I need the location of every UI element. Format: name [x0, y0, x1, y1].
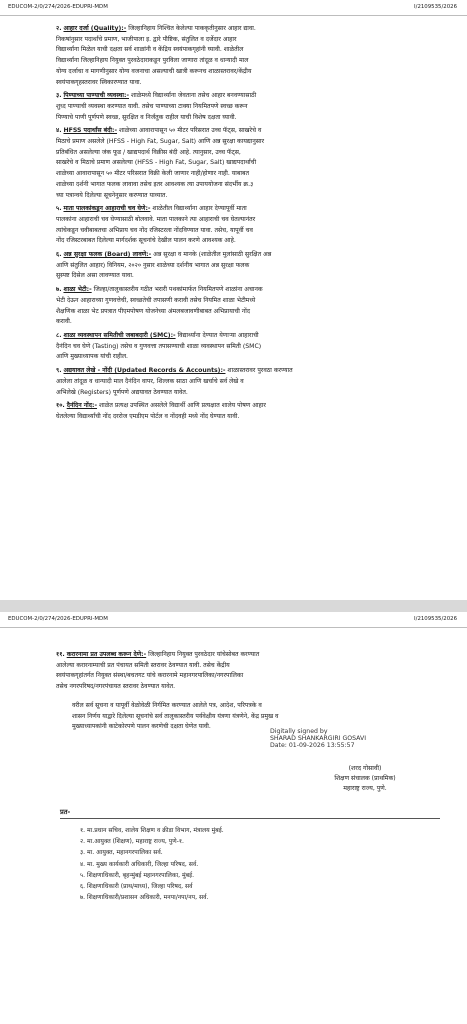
- signatory-office: महाराष्ट्र राज्य, पुणे.: [343, 785, 387, 792]
- instruction-item-5: [56, 204, 445, 247]
- digital-signature-line: Digitally signed by: [270, 728, 328, 735]
- instruction-item-10: [56, 401, 445, 422]
- item-heading: करारनामा प्रत उपलब्ध करून देणे:-: [66, 651, 147, 658]
- item-heading: शाळा व्यवस्थापन समितीची जबाबदारी (SMC):-: [63, 331, 176, 339]
- item-heading: माता पालकांकडून आहाराची चव घेणे:-: [63, 205, 151, 213]
- item-number: ११.: [56, 651, 65, 658]
- recipient-item: १. मा.प्रधान सचिव, शालेय शिक्षण व क्रीडा विभाग, मंत्रालय मुंबई.: [80, 827, 224, 834]
- item-line: शैक्षणिक शाळा भेट प्रपत्रात पीएमपोषण योजनेच्या अंमलबजावणीबाबत अभिप्रायाची नोंद: [56, 307, 251, 315]
- inward-number: I/2109535/2026: [414, 4, 457, 10]
- item-number: ८.: [56, 331, 62, 339]
- digital-signature: [270, 728, 450, 749]
- closing-line: मुख्याध्यापकांनी काटेकोरपणे पालन करणेची दक्षता घेणेत यावी.: [72, 723, 211, 731]
- item-line: शाळेच्या दर्शनी भागात फलक लावावा तसेच इतर आवश्यक त्या उपाययोजना संदर्भीय क्र.३: [56, 180, 254, 188]
- item-first-line: [56, 250, 445, 261]
- item-heading: दैनंदिन नोंद:-: [66, 402, 98, 410]
- item-line: योग्य दर्जाचा व मागणीनुसार योग्य वजनाचा असल्याची खात्री करूनच शाळास्तरावर/केंद्रीय: [56, 67, 252, 75]
- item-text: विद्यार्थ्यांना देण्यात येणाऱ्या आहाराची: [177, 331, 259, 339]
- recipient-item: ६. शिक्षणाधिकारी (प्राथ/माध्य), जिल्हा परिषद, सर्व: [80, 883, 193, 891]
- item-line: भेटी देऊन आहाराच्या गुणवत्तेची, स्वच्छतेची तपासणी करावी तसेच नियमित शाळा भेटीमध्ये: [56, 296, 256, 304]
- item-line: आलेला तांदूळ व धान्यादी माल दैनंदिन वापर, शिल्लक साठा आणि खर्चाचे सर्व लेखे व: [56, 377, 244, 385]
- closing-line: शासन निर्णय याद्वारे दिलेल्या सूचनांचे सर्व तालुकास्तरीय पर्यवेक्षीय यंत्रणा यंत्रणेने, केंद्र प्रमुख व: [72, 712, 279, 720]
- inward-number: I/2109535/2026: [414, 616, 457, 622]
- instruction-item-4: [56, 126, 445, 201]
- item-text: शाळेतील विद्यार्थ्यांना आहार देण्यापूर्वी माता: [152, 205, 247, 213]
- item-line: आणि मुख्याध्यापक यांची राहील.: [56, 353, 128, 361]
- closing-line: वरील सर्व सूचना व यापूर्वी वेळोवेळी निर्गमित करण्यात आलेले पत्र, आदेश, परिपत्रके व: [72, 701, 262, 709]
- item-text: शाळेमध्ये विद्यार्थ्यांना जेवताना तसेच आहार बनवण्यासाठी: [130, 92, 257, 100]
- item-number: ६.: [56, 251, 62, 259]
- instruction-item-9: [56, 366, 445, 398]
- item-number: २.: [56, 25, 62, 32]
- item-heading: अन्न सुरक्षा फलक (Board) लावणे:-: [63, 251, 152, 259]
- signatory-name: (शरद गोसावी): [348, 765, 382, 772]
- item-line: विद्यार्थ्यांना जिल्हानिहाय नियुक्त पुरवठेदाराकडून पुरविला जाणारा तांदूळ व धान्यादी माल: [56, 57, 249, 65]
- item-line: आणि संतुलित आहार) विनियम, २०२० नुसार शाळेच्या दर्शनीय भागात अन्न सुरक्षा फलक: [56, 261, 250, 269]
- page-2-body: [56, 650, 445, 733]
- item-line: नोंद रजिस्टरबाबत दिलेल्या मार्गदर्शक सूचनांचे देखील पालन करणे आवश्यक आहे.: [56, 237, 236, 245]
- document-page-2: [0, 612, 467, 1024]
- item-line: त्यांचेकडून चवीबाबतचा अभिप्राय चव नोंद रजिस्टरला नोंदविण्यात यावा. तसेच, यापूर्वी चव: [56, 226, 253, 234]
- item-number: ७.: [56, 286, 62, 294]
- signatory-block: [290, 764, 440, 794]
- instruction-item-8: [56, 331, 445, 363]
- item-line: घेतलेल्या विद्यार्थ्यांची नोंद दररोज एमडीएम पोर्टल व नोंदवही मध्ये नोंद घेण्यात यावी.: [56, 412, 240, 420]
- item-line: करावी.: [56, 318, 72, 326]
- item-line: साखरेचे व मिठाचे प्रमाण असलेल्या (HFSS - High Fat, Sugar, Salt) खाद्यपदार्थांची: [56, 159, 257, 167]
- item-number: ९.: [56, 367, 62, 375]
- item-text: अन्न सुरक्षा व मानके (शाळेतील मुलांसाठी सुरक्षित अन्न: [153, 251, 272, 259]
- copy-to-label: प्रत-: [60, 808, 71, 816]
- item-line: च्या पत्रान्वये दिलेल्या सूचनेनुसार करण्यात याव्यात.: [56, 191, 168, 199]
- item-line: प्रतिबंधित असलेल्या जंक फूड / खाद्यपदार्थ विक्रीस बंदी आहे. त्यानुसार, उच्च फॅट्स,: [56, 148, 241, 156]
- file-reference: EDUCOM-2/0/274/2026-EDUPRI-MDM: [8, 616, 108, 622]
- item-line: पिण्याचे पाणी पूर्णपणे स्वच्छ, सुरक्षित व निर्जंतुक राहील याची विशेष दक्षता घ्यावी.: [56, 113, 237, 121]
- item-heading: शाळा भेटी:-: [63, 286, 92, 294]
- item-text: शाळास्तरावर पुरवठा करण्यात: [227, 367, 293, 375]
- item-first-line: [56, 650, 445, 661]
- item-number: ३.: [56, 92, 62, 100]
- item-first-line: [56, 126, 445, 137]
- instruction-item-3: [56, 91, 445, 123]
- item-first-line: [56, 331, 445, 342]
- item-first-line: [56, 401, 445, 412]
- item-first-line: [56, 285, 445, 296]
- item-text: जिल्हानिहाय नियुक्त पुरवठेदार यांचेसोबत करण्यात: [148, 651, 260, 658]
- recipient-item: ५. शिक्षणाधिकारी, बृहन्मुंबई महानगरपालिका, मुंबई.: [80, 871, 195, 879]
- header-divider: [0, 15, 467, 16]
- item-text: जिल्हा/तालुकास्तरीय गठीत भरारी पथकांमार्फत नियमितपणे शाळांना अचानक: [93, 286, 263, 294]
- signatory-designation: शिक्षण संचालक (प्राथमिक): [334, 775, 396, 782]
- page-header: [0, 616, 467, 626]
- item-text: शाळेत प्रत्यक्ष उपस्थित असलेले विद्यार्थी आणि प्रत्यक्षात शालेय पोषण आहार: [98, 402, 266, 410]
- item-heading: अद्ययावत लेखे - नोंदी (Updated Records & Accounts):-: [63, 367, 226, 375]
- instructions-list: [56, 24, 445, 426]
- item-first-line: [56, 204, 445, 215]
- item-first-line: [56, 366, 445, 377]
- item-line: मिठाचे प्रमाण असलेले (HFSS - High Fat, Sugar, Salt) आणि अन्न सुरक्षा कायद्यानुसार: [56, 138, 265, 146]
- item-line: स्वयंपाकगृहस्तरावर स्विकारण्यात यावा.: [56, 78, 142, 86]
- page-header: [0, 4, 467, 14]
- instruction-item-7: [56, 285, 445, 328]
- item-line: शुध्द पाण्याची व्यवस्था करण्यात यावी. तसेच पाण्याच्या टाक्या नियमितपणे स्वच्छ करून: [56, 102, 248, 110]
- item-line: आलेल्या करारनाम्याची प्रत पंचायत समिती स्तरावर ठेवण्यात यावी. तसेच केंद्रीय: [56, 661, 230, 669]
- item-first-line: [56, 91, 445, 102]
- header-divider: [0, 627, 467, 628]
- item-number: ५.: [56, 205, 62, 213]
- item-first-line: [56, 24, 445, 35]
- item-heading: आहार दर्जा (Quality):-: [63, 25, 127, 32]
- recipient-item: २. मा.आयुक्त (शिक्षण), महाराष्ट्र राज्य, पुणे-१.: [80, 838, 184, 846]
- item-line: निकषांनुसार पदार्थांचे प्रमाण, भाजीपाला इ. द्वारे पौष्टिक, संतुलित व दर्जेदार आहार: [56, 35, 237, 43]
- instruction-item-2: [56, 24, 445, 88]
- digital-signature-date: Date: 01-09-2026 13:55:57: [270, 742, 355, 749]
- item-line: शाळेच्या आवारापासून ५० मीटर परिसरात विक्री केली जाणार नाही/होणार नाही. याबाबत: [56, 170, 249, 178]
- recipient-item: ४. मा. मुख्य कार्यकारी अधिकारी, जिल्हा परिषद, सर्व.: [80, 860, 199, 868]
- file-reference: EDUCOM-2/0/274/2026-EDUPRI-MDM: [8, 4, 108, 10]
- item-line: दैनंदिन चव घेणे (Tasting) तसेच व गुणवत्ता तपासण्याची शाळा व्यवस्थापन समिती (SMC): [56, 342, 262, 350]
- recipient-item: ३. मा. आयुक्त, महानगरपालिका सर्व.: [80, 849, 163, 857]
- item-text: शाळेच्या आवारापासून ५० मीटर परिसरात उच्च फॅट्स, साखरेचे व: [118, 127, 262, 135]
- item-line: सुस्पष्ट दिसेल असा लावण्यात यावा.: [56, 272, 134, 280]
- item-line: तसेच नगरपरिषद/नगरपंचायत स्तरावर ठेवण्यात यावेत.: [56, 683, 176, 691]
- item-number: १०.: [56, 402, 65, 410]
- recipient-list: [80, 825, 450, 903]
- item-text: जिल्हानिहाय निश्चित केलेल्या पाककृतीनुसार आहार द्यावा.: [128, 25, 256, 32]
- item-line: विद्यार्थ्यांना मिळेल याची दक्षता सर्व शाळांनी व केंद्रिय स्वयंपाकगृहांनी घ्यावी. शाळेतील: [56, 46, 244, 54]
- recipient-item: ७. शिक्षणाधिकारी/प्रशासन अधिकारी, मनपा/नपा/नप, सर्व.: [80, 894, 209, 902]
- item-heading: पिण्याच्या पाण्याची व्यवस्था:-: [63, 92, 129, 100]
- item-line: अभिलेखे (Registers) पूर्णपणे अद्ययावत ठेवण्यात यावेत.: [56, 388, 188, 396]
- item-line: स्वयंपाकगृहांतर्गत नियुक्त संस्था/बचतगट यांचे करारनामे महानगरपालिका/नगरपालिका: [56, 672, 244, 680]
- instruction-item-6: [56, 250, 445, 282]
- item-line: पालकांना आहाराची चव घेण्यासाठी बोलवावे. माता पालकाने त्या आहाराची चव घेतल्यानंतर: [56, 215, 256, 223]
- instruction-item-11: [56, 650, 445, 693]
- copy-to-underline: [60, 818, 440, 819]
- item-heading: HFSS पदार्थांस बंदी:-: [63, 127, 118, 135]
- item-number: ४.: [56, 127, 62, 135]
- digital-signature-signer: SHARAD SHANKARGIRI GOSAVI: [270, 735, 367, 742]
